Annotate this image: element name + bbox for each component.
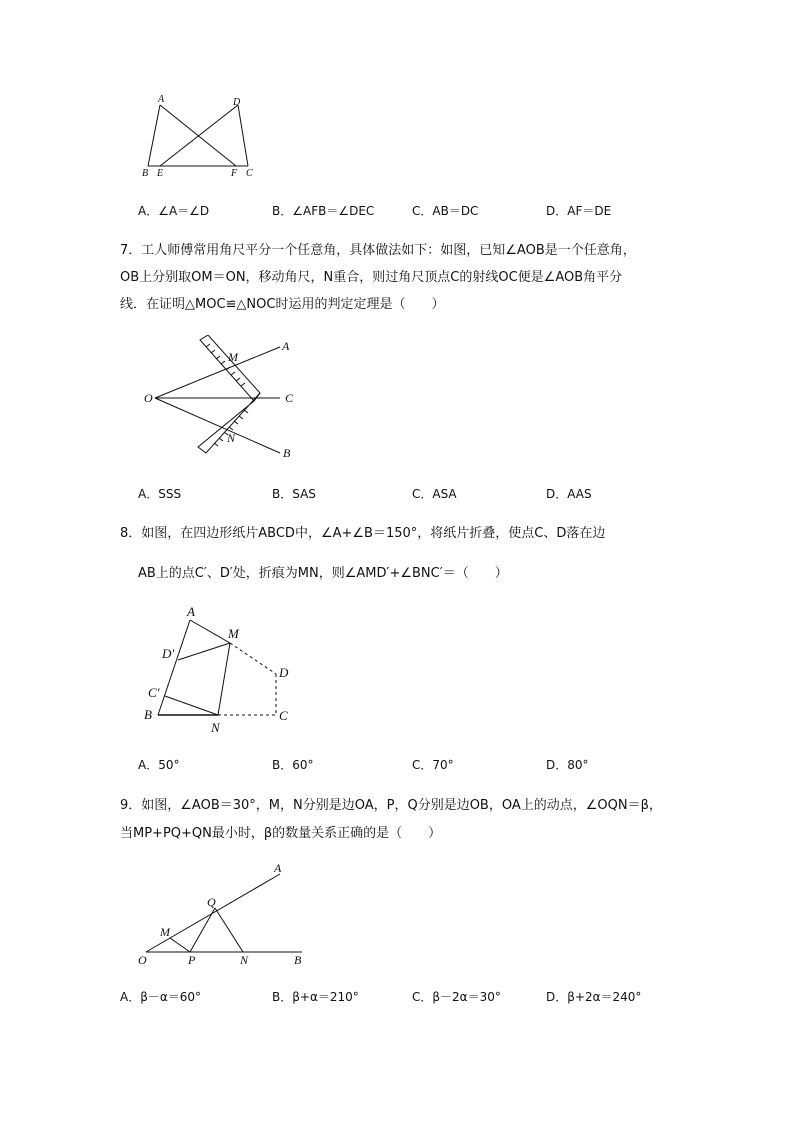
q9-label-P: P [188, 953, 196, 967]
q9-label-O: O [138, 953, 147, 967]
q9-label-M: M [160, 925, 170, 939]
q9-stem-line-1: 9．如图，∠AOB＝30°，M，N分别是边OA，P，Q分别是边OB，OA上的动点，∠OQN＝β， [120, 798, 662, 813]
q8-dashed-MD [230, 643, 276, 674]
q6-label-A: A [158, 94, 165, 105]
q9-label-N: N [240, 953, 249, 967]
q8-option-d: D．80° [546, 758, 589, 772]
q9-label-B: B [294, 953, 302, 967]
q8-figure [140, 600, 310, 740]
q8-stem-line-2: AB上的点C′、D′处，折痕为MN，则∠AMD′+∠BNC′＝（ ） [138, 566, 508, 581]
q7-stem-line-2: OB上分别取OM＝ON，移动角尺，N重合，则过角尺顶点C的射线OC便是∠AOB角平分 [120, 270, 623, 285]
q9-segment-MP [170, 938, 190, 952]
q6-label-E: E [157, 168, 164, 179]
q6-figure [130, 90, 270, 185]
q6-option-a: A．∠A＝∠D [138, 204, 210, 218]
q7-option-b: B．SAS [272, 487, 316, 501]
q9-label-Q: Q [207, 895, 216, 909]
q8-segment-MD1 [178, 643, 230, 660]
q6-segment-DC [238, 105, 248, 166]
q8-segment-NC1 [165, 696, 218, 715]
q8-label-D: D [279, 665, 289, 680]
q7-stem-line-3: 线．在证明△MOC≌△NOC时运用的判定定理是（ ） [120, 297, 445, 312]
q7-ray-OA [155, 347, 280, 398]
q9-segment-QN [215, 908, 243, 952]
q6-label-C: C [246, 168, 253, 179]
q7-figure [140, 335, 300, 465]
q7-stem-line-1: 7．工人师傅常用角尺平分一个任意角，具体做法如下：如图，已知∠AOB是一个任意角， [120, 243, 636, 258]
q9-figure [130, 858, 320, 973]
q9-option-b: B．β+α＝210° [272, 990, 359, 1004]
q7-label-B: B [283, 446, 291, 460]
q9-ray-OA [146, 874, 280, 952]
q9-option-a: A．β－α＝60° [120, 990, 202, 1004]
q7-ticks-upper [206, 344, 245, 386]
q6-label-B: B [142, 168, 149, 179]
q6-segment-AB [148, 105, 160, 166]
q6-option-d: D．AF＝DE [546, 204, 612, 218]
q7-label-M: M [228, 350, 238, 364]
q8-segment-AM [190, 620, 230, 643]
q7-label-A: A [282, 339, 290, 353]
q8-segment-MN [218, 643, 230, 715]
q8-option-a: A．50° [138, 758, 180, 772]
q8-label-A: A [187, 604, 195, 619]
q8-label-N: N [211, 720, 220, 735]
q9-option-d: D．β+2α＝240° [546, 990, 642, 1004]
q6-option-c: C．AB＝DC [412, 204, 479, 218]
q8-label-C1: C′ [148, 685, 160, 700]
q8-label-B: B [144, 707, 152, 722]
q8-label-D1: D′ [162, 646, 175, 661]
q7-ray-OB [155, 398, 280, 453]
q6-option-b: B．∠AFB＝∠DEC [272, 204, 375, 218]
q7-option-c: C．ASA [412, 487, 457, 501]
q7-label-N: N [227, 431, 236, 445]
q8-stem-line-1: 8．如图，在四边形纸片ABCD中，∠A+∠B＝150°，将纸片折叠，使点C、D落在边 [120, 526, 606, 541]
q8-label-C: C [279, 708, 288, 723]
q9-label-A: A [274, 861, 282, 875]
q9-stem-line-2: 当MP+PQ+QN最小时，β的数量关系正确的是（ ） [120, 826, 442, 841]
q6-label-D: D [233, 97, 241, 108]
q8-label-M: M [228, 626, 239, 641]
q9-option-c: C．β－2α＝30° [412, 990, 501, 1004]
q7-label-C: C [285, 391, 294, 405]
q8-option-b: B．60° [272, 758, 314, 772]
q8-segment-AB [158, 620, 190, 715]
q9-segment-PQ [190, 908, 215, 952]
q7-label-O: O [144, 391, 153, 405]
q8-option-c: C．70° [412, 758, 454, 772]
q7-option-a: A．SSS [138, 487, 182, 501]
q7-option-d: D．AAS [546, 487, 592, 501]
q6-label-F: F [231, 168, 238, 179]
